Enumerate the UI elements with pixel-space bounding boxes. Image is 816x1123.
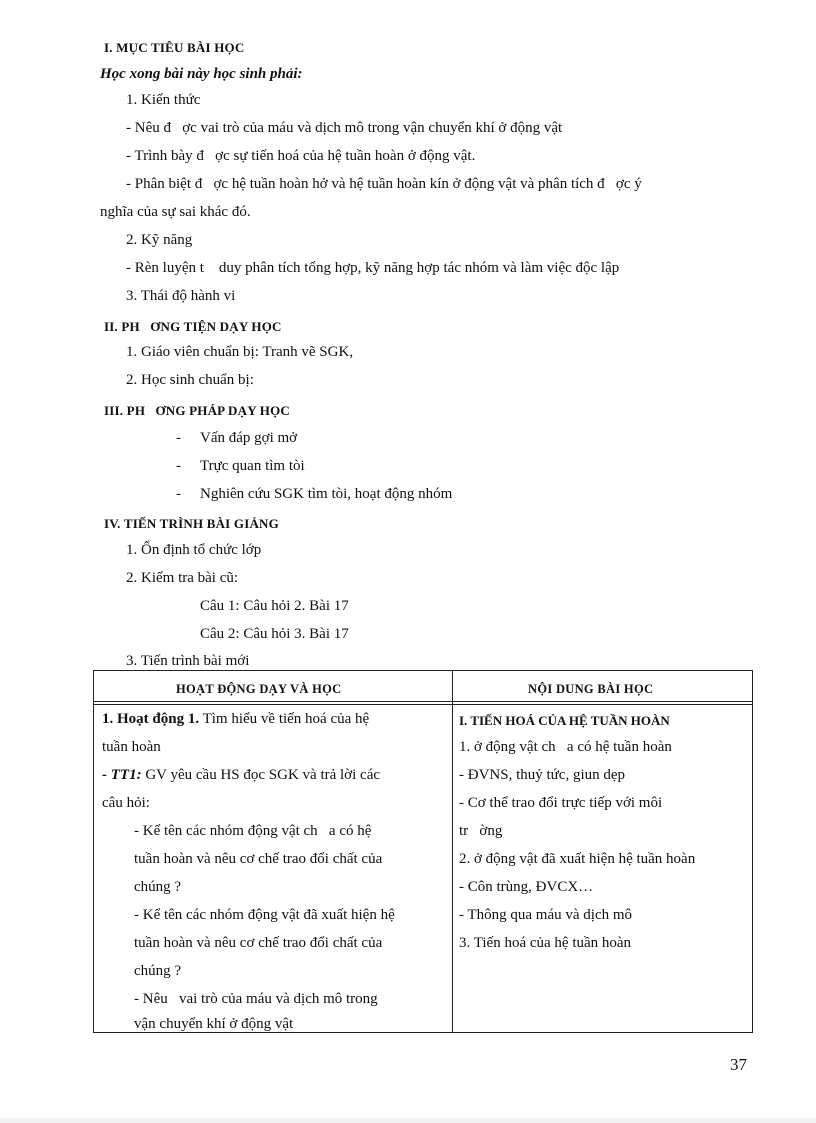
content-item-3-line2: tr ờng <box>459 823 503 839</box>
lesson-table <box>93 670 753 1033</box>
method-item-3: Nghiên cứu SGK tìm tòi, hoạt động nhóm <box>200 486 453 502</box>
table-header-divider-double <box>94 704 752 705</box>
step-2: 2. Kiểm tra bài cũ: <box>126 570 239 586</box>
table-header-left: HOẠT ĐỘNG DẠY VÀ HỌC <box>176 682 342 696</box>
question-1-line1: - Kể tên các nhóm động vật ch a có hệ <box>134 823 372 839</box>
table-header-divider <box>94 701 752 702</box>
question-3-line1: - Nêu vai trò của máu và dịch mô trong <box>134 991 378 1007</box>
content-item-1: 1. ở động vật ch a có hệ tuần hoàn <box>459 739 672 755</box>
table-header-right: NỘI DUNG BÀI HỌC <box>528 682 654 696</box>
knowledge-item-2: - Trình bày đ ợc sự tiến hoá của hệ tuần hoàn ở động vật. <box>126 148 476 164</box>
activity-1-line2: tuần hoàn <box>102 739 161 755</box>
section1-intro: Học xong bài này học sinh phải: <box>100 66 303 82</box>
content-item-7: 3. Tiến hoá của hệ tuần hoàn <box>459 935 632 951</box>
knowledge-item-1: - Nêu đ ợc vai trò của máu và dịch mô trong vận chuyển khí ở động vật <box>126 120 563 136</box>
teacher-prep: 1. Giáo viên chuẩn bị: Tranh vẽ SGK, <box>126 344 354 360</box>
section2-heading: II. PH ƠNG TIỆN DẠY HỌC <box>104 319 282 334</box>
question-2-line1: - Kể tên các nhóm động vật đã xuất hiện hệ <box>134 907 395 923</box>
question-1-line3: chúng ? <box>134 879 182 895</box>
section4-heading: IV. TIẾN TRÌNH BÀI GIẢNG <box>104 516 279 531</box>
knowledge-item-3-line1: - Phân biệt đ ợc hệ tuần hoàn hở và hệ tuần hoàn kín ở động vật và phân tích đ ợc ý <box>126 176 642 192</box>
page-bottom-edge <box>0 1118 816 1123</box>
attitude-label: 3. Thái độ hành vi <box>126 288 236 304</box>
review-question-1: Câu 1: Câu hỏi 2. Bài 17 <box>200 598 349 614</box>
method-dash: - <box>176 430 181 446</box>
step-3: 3. Tiến trình bài mới <box>126 653 250 669</box>
question-2-line2: tuần hoàn và nêu cơ chế trao đổi chất của <box>134 935 383 951</box>
question-3-line2: vận chuyển khí ở động vật <box>134 1016 294 1032</box>
skill-label: 2. Kỹ năng <box>126 232 193 248</box>
content-item-5: - Côn trùng, ĐVCX… <box>459 879 594 895</box>
content-item-2: - ĐVNS, thuỷ tức, giun dẹp <box>459 767 626 783</box>
content-title: I. TIẾN HOÁ CỦA HỆ TUẦN HOÀN <box>459 713 670 728</box>
content-item-4: 2. ở động vật đã xuất hiện hệ tuần hoàn <box>459 851 696 867</box>
knowledge-label: 1. Kiến thức <box>126 92 201 108</box>
content-item-3-line1: - Cơ thể trao đổi trực tiếp với môi <box>459 795 663 811</box>
question-2-line3: chúng ? <box>134 963 182 979</box>
activity-1-line1: 1. Hoạt động 1. Tìm hiểu về tiến hoá của hệ <box>102 711 370 727</box>
section1-heading: I. MỤC TIÊU BÀI HỌC <box>104 40 245 55</box>
question-1-line2: tuần hoàn và nêu cơ chế trao đổi chất của <box>134 851 383 867</box>
method-item-1: Vấn đáp gợi mở <box>200 430 298 446</box>
tt1-line1: - TT1: GV yêu cầu HS đọc SGK và trả lời các <box>102 767 381 783</box>
skill-item-1: - Rèn luyện t duy phân tích tổng hợp, kỹ năng hợp tác nhóm và làm việc độc lập <box>126 260 620 276</box>
section3-heading: III. PH ƠNG PHÁP DẠY HỌC <box>104 403 291 418</box>
method-item-2: Trực quan tìm tòi <box>200 458 305 474</box>
method-dash: - <box>176 458 181 474</box>
method-dash: - <box>176 486 181 502</box>
review-question-2: Câu 2: Câu hỏi 3. Bài 17 <box>200 626 349 642</box>
student-prep: 2. Học sinh chuẩn bị: <box>126 372 254 388</box>
tt1-line2: câu hỏi: <box>102 795 150 811</box>
page-number: 37 <box>730 1055 747 1074</box>
knowledge-item-3-line2: nghĩa của sự sai khác đó. <box>100 204 251 220</box>
content-item-6: - Thông qua máu và dịch mô <box>459 907 633 923</box>
step-1: 1. Ổn định tổ chức lớp <box>126 542 262 558</box>
table-column-divider <box>452 671 453 1032</box>
